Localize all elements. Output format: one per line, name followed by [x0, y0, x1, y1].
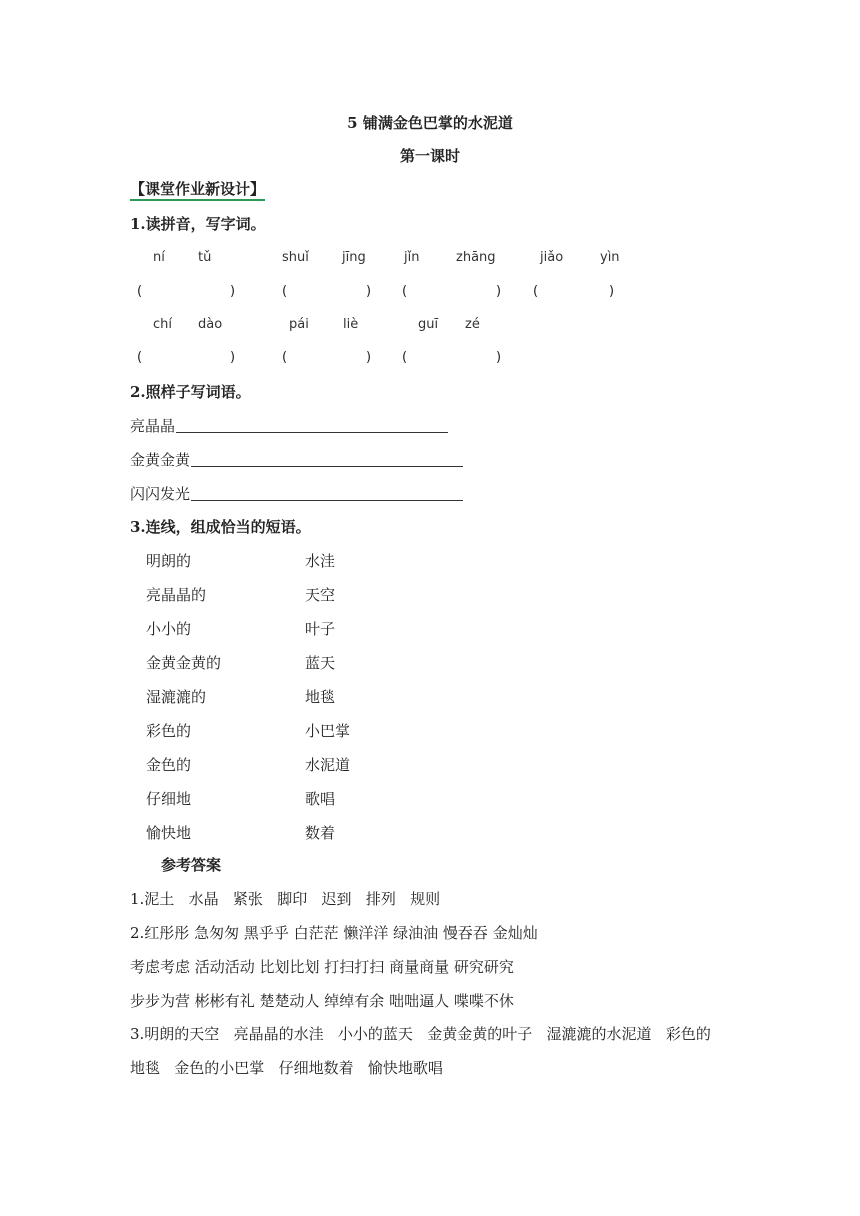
answer-3-line-1: 3.明朗的天空 亮晶晶的水洼 小小的蓝天 金黄金黄的叶子 湿漉漉的水泥道 彩色的 — [130, 1025, 711, 1043]
pinyin: guī — [418, 317, 439, 332]
paren-open: ( — [533, 284, 539, 299]
left-phrase: 湿漉漉的 — [146, 688, 207, 706]
example-word: 亮晶晶 — [130, 417, 176, 435]
answer-line — [176, 432, 448, 433]
paren-open: ( — [137, 284, 143, 299]
left-phrase: 明朗的 — [146, 552, 192, 570]
right-phrase: 小巴掌 — [305, 722, 351, 740]
right-phrase: 地毯 — [305, 688, 336, 706]
paren-open: ( — [282, 284, 288, 299]
paren-close: ) — [230, 284, 236, 299]
example-word: 金黄金黄 — [130, 451, 191, 469]
left-phrase: 仔细地 — [146, 790, 192, 808]
pinyin: yìn — [600, 250, 620, 265]
answer-1: 1.泥土 水晶 紧张 脚印 迟到 排列 规则 — [130, 890, 441, 908]
pinyin: dào — [198, 317, 223, 332]
paren-open: ( — [402, 350, 408, 365]
left-phrase: 彩色的 — [146, 722, 192, 740]
right-phrase: 数着 — [305, 824, 336, 842]
pinyin: jǐn — [404, 250, 420, 265]
page-subtitle: 第一课时 — [399, 147, 460, 165]
right-phrase: 叶子 — [305, 620, 336, 638]
right-phrase: 水泥道 — [305, 756, 351, 774]
left-phrase: 愉快地 — [146, 824, 192, 842]
question-1-heading: 1.读拼音，写字词。 — [130, 215, 266, 233]
paren-close: ) — [230, 350, 236, 365]
example-word: 闪闪发光 — [130, 485, 191, 503]
left-phrase: 金黄金黄的 — [146, 654, 222, 672]
question-2-heading: 2.照样子写词语。 — [130, 383, 251, 401]
answer-2-line-2: 考虑考虑 活动活动 比划比划 打扫打扫 商量商量 研究研究 — [130, 958, 514, 976]
pinyin: jīng — [342, 250, 366, 265]
paren-close: ) — [496, 350, 502, 365]
question-3-heading: 3.连线，组成恰当的短语。 — [130, 518, 311, 536]
left-phrase: 亮晶晶的 — [146, 586, 207, 604]
right-phrase: 蓝天 — [305, 654, 336, 672]
pinyin: shuǐ — [282, 250, 309, 265]
paren-close: ) — [366, 284, 372, 299]
answer-2-line-1: 2.红彤彤 急匆匆 黑乎乎 白茫茫 懒洋洋 绿油油 慢吞吞 金灿灿 — [130, 924, 538, 942]
section-tag — [130, 179, 265, 199]
pinyin: zé — [465, 317, 480, 332]
answer-3-line-2: 地毯 金色的小巴掌 仔细地数着 愉快地歌唱 — [130, 1059, 443, 1077]
pinyin: ní — [153, 250, 165, 265]
pinyin: chí — [153, 317, 172, 332]
paren-open: ( — [137, 350, 143, 365]
answer-line — [191, 466, 463, 467]
paren-open: ( — [282, 350, 288, 365]
right-phrase: 歌唱 — [305, 790, 336, 808]
paren-close: ) — [366, 350, 372, 365]
pinyin: pái — [289, 317, 309, 332]
right-phrase: 天空 — [305, 586, 336, 604]
right-phrase: 水洼 — [305, 552, 336, 570]
pinyin: jiǎo — [540, 250, 564, 265]
section-tag-label: 【课堂作业新设计】 — [130, 180, 265, 201]
page-title: 5 铺满金色巴掌的水泥道 — [347, 114, 513, 132]
left-phrase: 小小的 — [146, 620, 192, 638]
pinyin: tǔ — [198, 250, 212, 265]
answer-line — [191, 500, 463, 501]
paren-close: ) — [496, 284, 502, 299]
paren-close: ) — [609, 284, 615, 299]
paren-open: ( — [402, 284, 408, 299]
pinyin: zhāng — [456, 250, 496, 265]
answer-2-line-3: 步步为营 彬彬有礼 楚楚动人 绰绰有余 咄咄逼人 喋喋不休 — [130, 992, 514, 1010]
left-phrase: 金色的 — [146, 756, 192, 774]
pinyin: liè — [343, 317, 359, 332]
answers-heading: 参考答案 — [161, 856, 222, 874]
